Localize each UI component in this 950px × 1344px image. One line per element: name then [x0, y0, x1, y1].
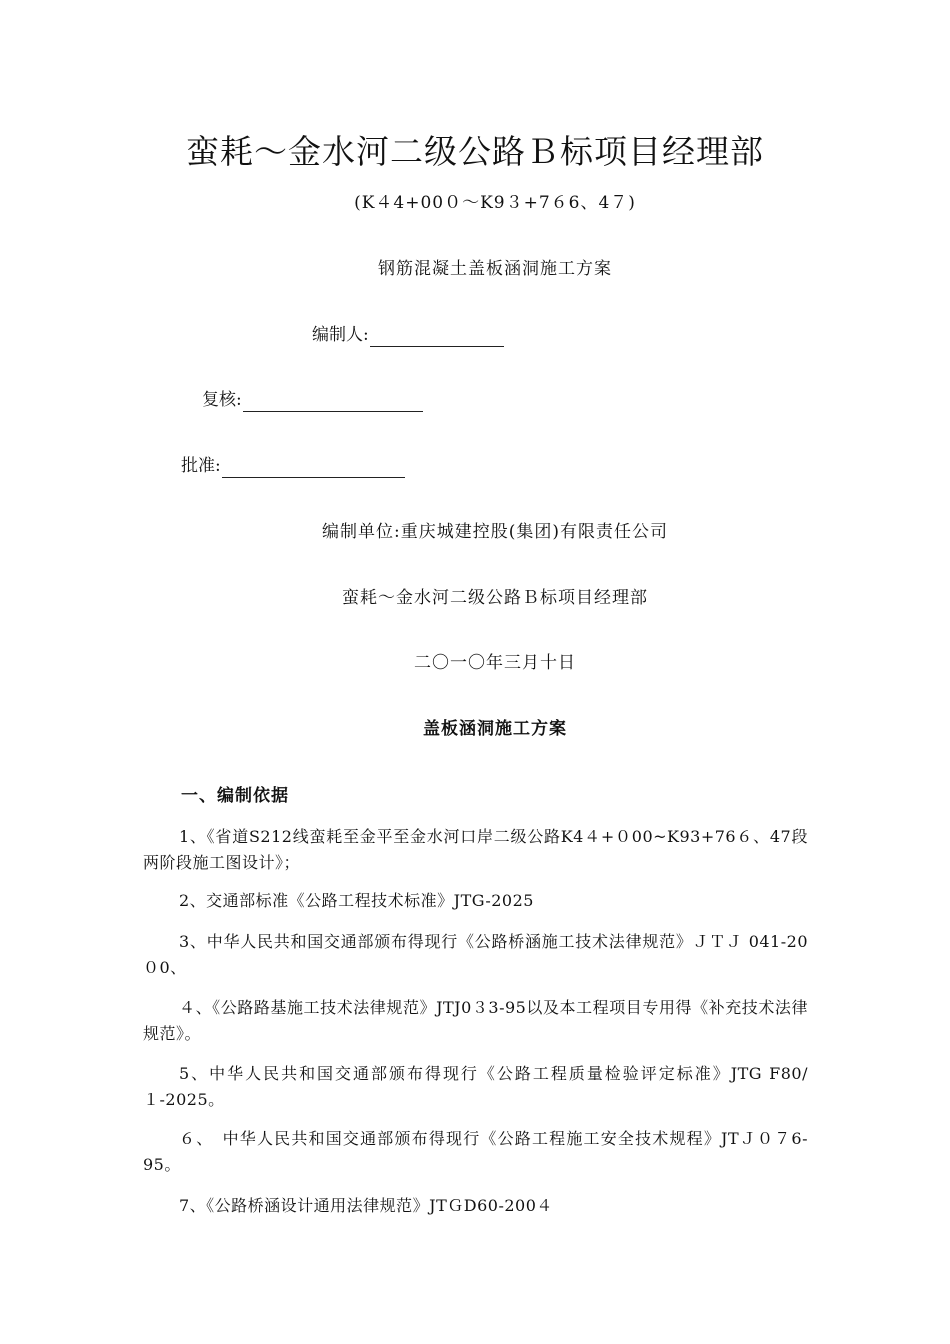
compiler-row: [312, 323, 504, 347]
compiler-signature-line: [370, 328, 504, 347]
main-title: 蛮耗～金水河二级公路Ｂ标项目经理部: [186, 132, 764, 171]
reviewer-signature-line: [243, 393, 423, 412]
document-date: 二〇一〇年三月十日: [414, 653, 576, 673]
basis-item-2: 2、交通部标准《公路工程技术标准》JTG-2025: [179, 891, 534, 910]
reviewer-row: [202, 388, 423, 412]
basis-item-5: 5、中华人民共和国交通部颁布得现行《公路工程质量检验评定标准》JTG F80/１-2025。: [143, 1064, 808, 1109]
basis-item-6: ６、 中华人民共和国交通部颁布得现行《公路工程施工安全技术规程》JTＪ０７6-95。: [143, 1129, 808, 1174]
approver-signature-line: [222, 459, 405, 478]
document-title: 钢筋混凝土盖板涵洞施工方案: [378, 259, 612, 279]
compiling-unit: 编制单位:重庆城建控股(集团)有限责任公司: [322, 522, 668, 542]
basis-item-3: 3、中华人民共和国交通部颁布得现行《公路桥涵施工技术法律规范》ＪＴＪ 041-20０0、: [143, 932, 808, 977]
basis-item-7: 7、《公路桥涵设计通用法律规范》JTＧD60-200４: [179, 1196, 553, 1215]
subtitle-chainage: (K４4+00０～K9３+7６6、4７): [354, 193, 636, 213]
approver-row: [181, 454, 405, 478]
basis-item-1: 1、《省道S212线蛮耗至金平至金水河口岸二级公路K4４+０00~K93+76６、47段两阶段施工图设计》；: [143, 827, 808, 872]
basis-item-4: ４、《公路路基施工技术法律规范》JTJ0３3-95以及本工程项目专用得《补充技术法律规范》。: [143, 998, 808, 1043]
reviewer-label: 复核:: [202, 390, 242, 410]
section-title: 盖板涵洞施工方案: [423, 719, 567, 739]
compiler-label: 编制人:: [312, 325, 369, 345]
approver-label: 批准:: [181, 456, 221, 476]
heading-basis: 一、编制依据: [181, 786, 289, 806]
project-department: 蛮耗～金水河二级公路Ｂ标项目经理部: [342, 588, 648, 608]
